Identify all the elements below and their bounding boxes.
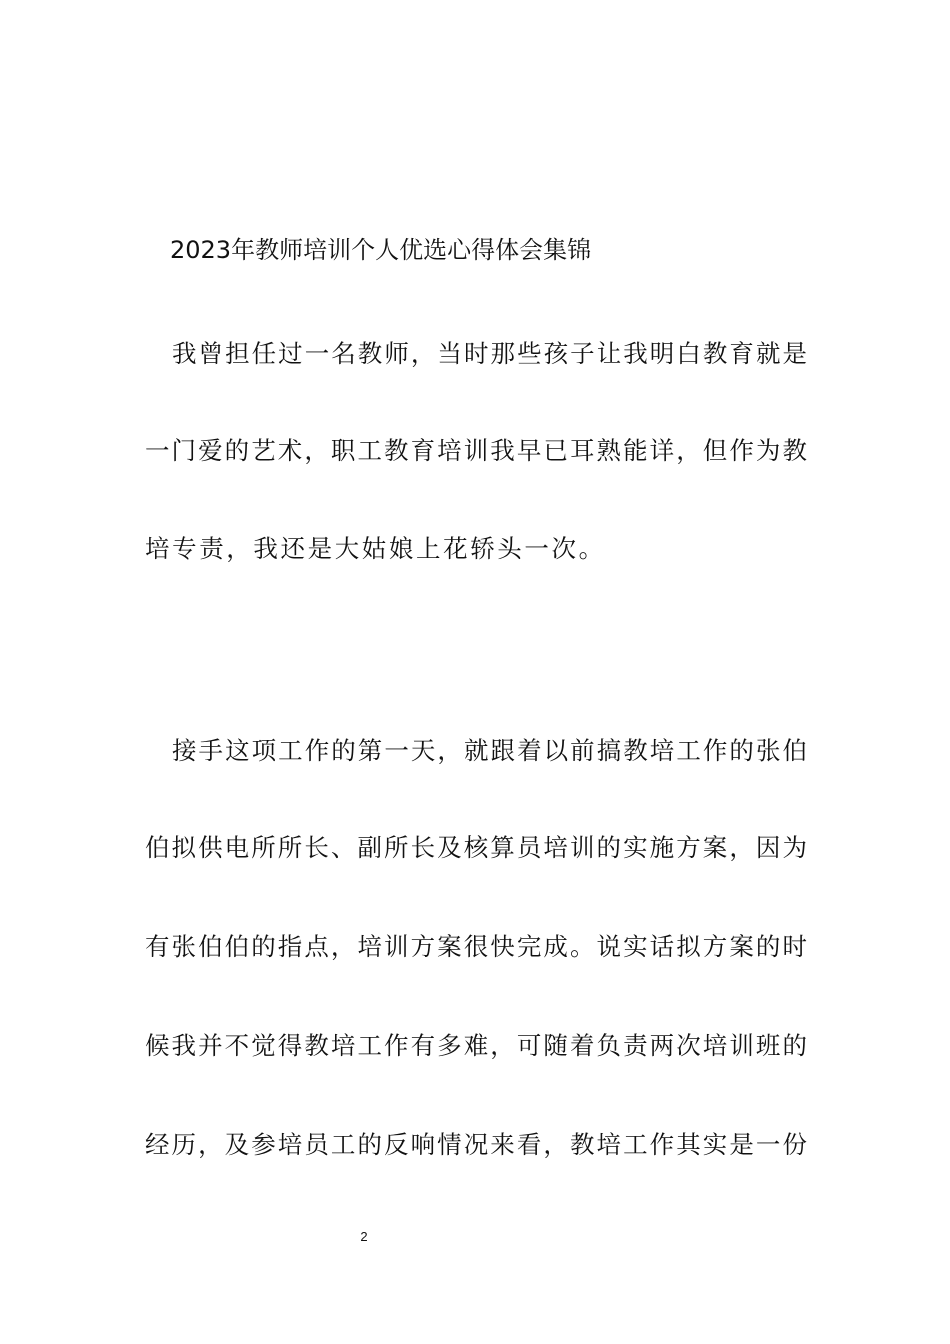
- page-number: 2: [360, 1229, 368, 1244]
- paragraph-2-line-1: 接手这项工作的第一天，就跟着以前搞教培工作的张伯: [172, 736, 807, 765]
- paragraph-2-line-4: 候我并不觉得教培工作有多难，可随着负责两次培训班的: [145, 1031, 807, 1060]
- paragraph-1-line-3: 培专责，我还是大姑娘上花轿头一次。: [145, 534, 606, 563]
- paragraph-2-line-5: 经历，及参培员工的反响情况来看，教培工作其实是一份: [145, 1130, 807, 1159]
- paragraph-2-line-2: 伯拟供电所所长、副所长及核算员培训的实施方案，因为: [145, 833, 807, 862]
- paragraph-1-line-2: 一门爱的艺术，职工教育培训我早已耳熟能详，但作为教: [145, 436, 807, 465]
- paragraph-1-line-1: 我曾担任过一名教师，当时那些孩子让我明白教育就是: [172, 339, 807, 368]
- document-title: 2023年教师培训个人优选心得体会集锦: [170, 236, 592, 264]
- paragraph-2-line-3: 有张伯伯的指点，培训方案很快完成。说实话拟方案的时: [145, 932, 807, 961]
